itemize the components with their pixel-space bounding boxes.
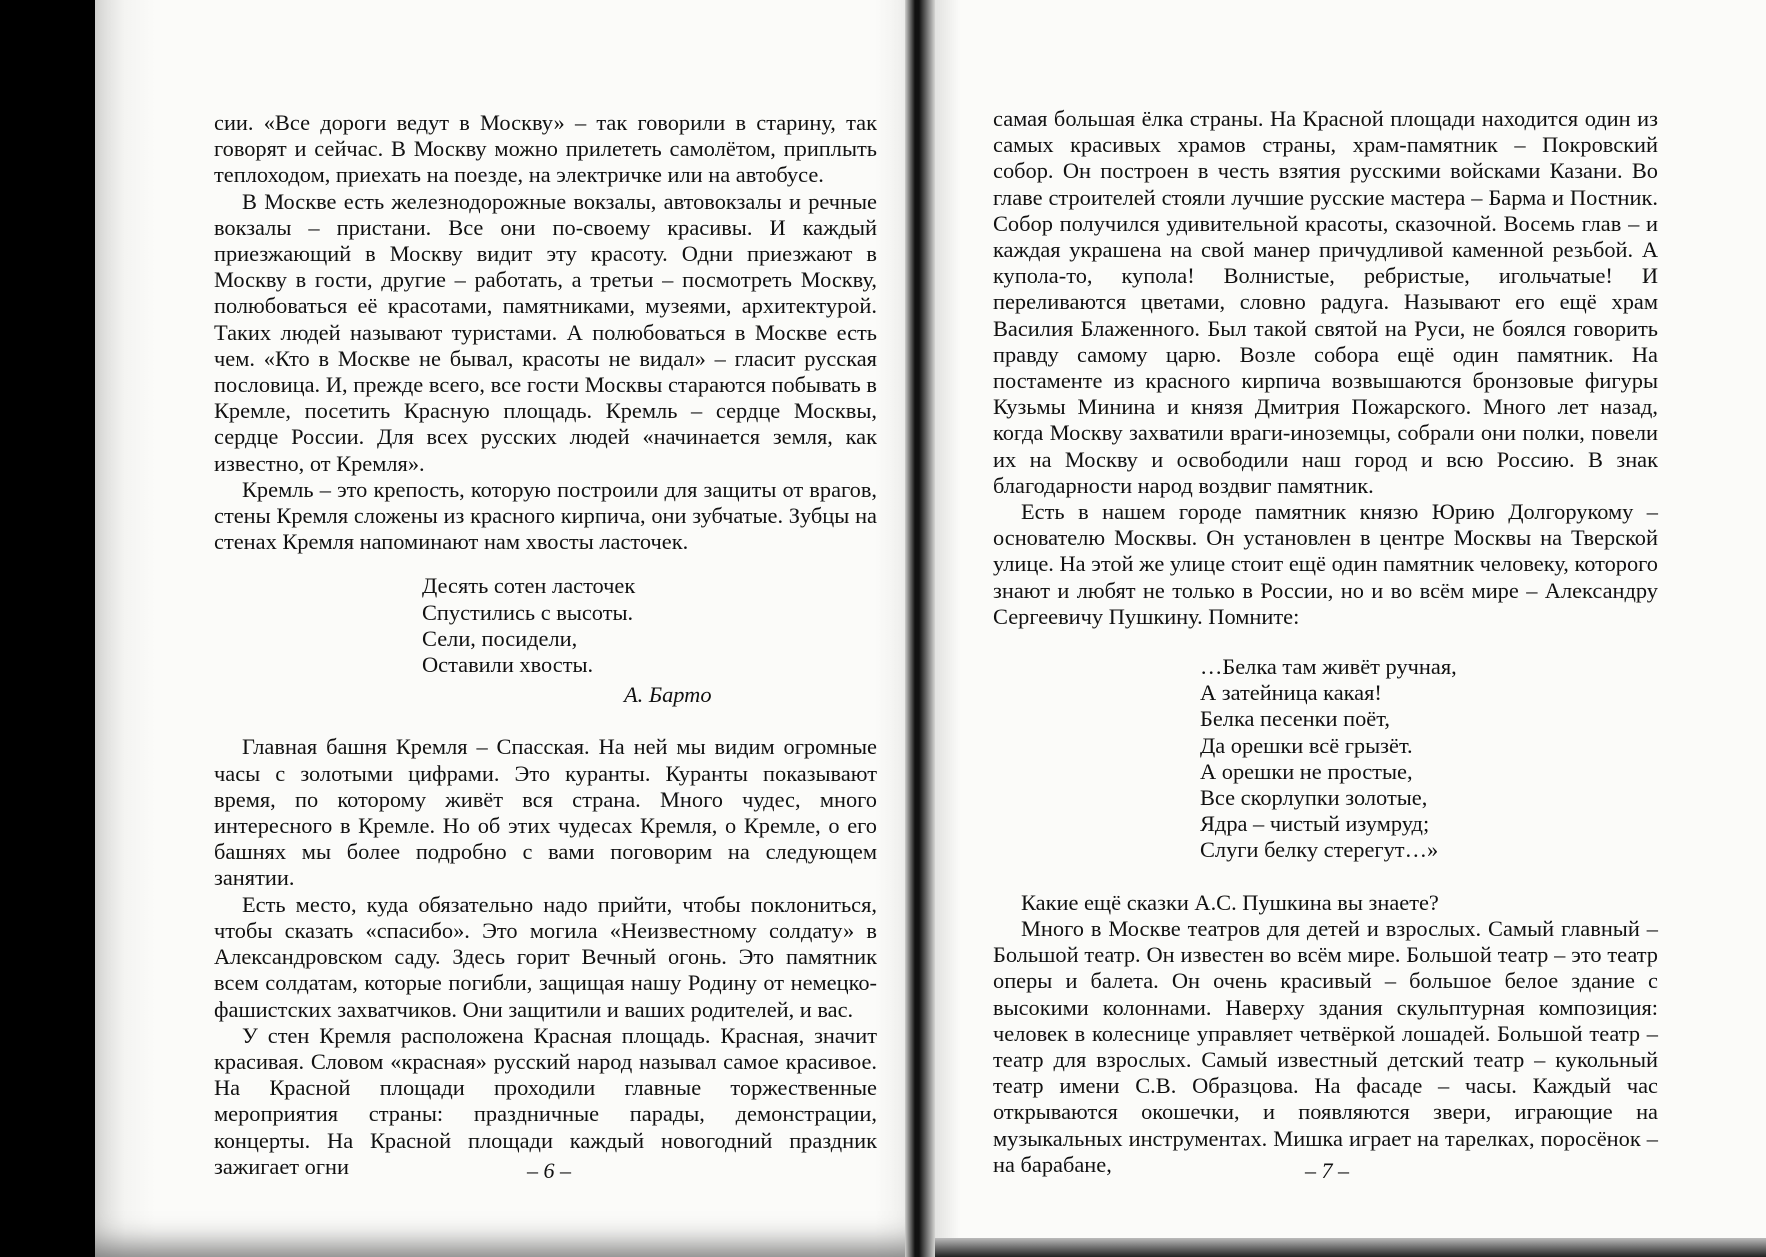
right-poem [1200, 654, 1658, 864]
poem-line: Слуги белку стерегут…» [1200, 837, 1439, 863]
left-paragraph-5: Есть место, куда обязательно надо прийти, чтобы поклониться, чтобы сказать «спасибо». Это могила «Неизвестному солдату» в Александровском саду. Здесь горит Вечный огонь. Это памятник всем солдатам, которые погибли, защищая нашу Родину от немецко-фашистских захватчиков. Они защитили и ваших родителей, и вас. [214, 891, 877, 1022]
page-number-left: – 6 – [527, 1158, 571, 1183]
right-paragraph-1: самая большая ёлка страны. На Красной площади находится один из самых красивых храмов страны, храм-памятник – Покровский собор. Он построен в честь взятия русскими войсками Казани. Во главе строителей стояли лучшие русские мастера – Барма и Постник. Собор получился удивительной красоты, сказочной. Восемь глав – и каждая украшена на свой манер причудливой каменной резьбой. А купола-то, купола! Волнистые, ребристые, игольчатые! И переливаются цветами, словно радуга. Называют его ещё храм Василия Блаженного. Был такой святой на Руси, не боялся говорить правду самому царю. Возле собора ещё один памятник. На постаменте из красного кирпича возвышаются бронзовые фигуры Кузьмы Минина и князя Дмитрия Пожарского. Много лет назад, когда Москву захватили враги-иноземцы, собрали они полки, повели их на Москву и освободили наш город и всю Россию. В знак благодарности народ воздвиг памятник. [993, 106, 1658, 498]
poem-line: А орешки не простые, [1200, 758, 1413, 784]
left-paragraph-6: У стен Кремля расположена Красная площадь. Красная, значит красивая. Словом «красная» русский народ называл самое красивое. На Красной площади проходили главные торжественные мероприятия страны: праздничные парады, демонстрации, концерты. На Красной площади каждый новогодний праздник зажигает огни [214, 1022, 877, 1179]
poem-line: Спустились с высоты. [422, 599, 634, 625]
right-paragraph-3: Какие ещё сказки А.С. Пушкина вы знаете? [1021, 889, 1439, 915]
right-page-text [993, 106, 1658, 1178]
poem-line: Ядра – чистый изумруд; [1200, 811, 1430, 837]
left-paragraph-3: Кремль – это крепость, которую построили для защиты от врагов, стены Кремля сложены из красного кирпича, они зубчатые. Зубцы на стенах Кремля напоминают нам хвосты ласточек. [214, 476, 877, 555]
poem-line: Все скорлупки золотые, [1200, 785, 1428, 811]
page-bottom-edge [935, 1238, 1766, 1257]
poem-line: Да орешки всё грызёт. [1200, 732, 1413, 758]
left-poem [422, 573, 877, 678]
right-paragraph-4: Много в Москве театров для детей и взрослых. Самый главный – Большой театр. Он известен во всём мире. Большой театр – это театр оперы и балета. Он очень красивый – большое белое здание с высокими колоннами. Наверху здания скульптурная композиция: человек в колеснице управляет четвёркой лошадей. Большой театр – театр для взрослых. Самый известный детский театр – кукольный театр имени С.В. Образцова. На фасаде – часы. Каждый час открываются окошечки, и появляются звери, играющие на музыкальных инструментах. Мишка играет на тарелках, поросёнок – на барабане, [993, 915, 1658, 1177]
left-paragraph-1: сии. «Все дороги ведут в Москву» – так говорили в старину, так говорят и сейчас. В Москву можно прилететь самолётом, приплыть теплоходом, приехать на поезде, на электричке или на автобусе. [214, 110, 877, 188]
page-number-right: – 7 – [1305, 1158, 1349, 1183]
poem-line: Оставили хвосты. [422, 652, 594, 678]
poem-line: …Белка там живёт ручная, [1200, 654, 1457, 680]
left-page-text [214, 110, 877, 1180]
right-paragraph-2: Есть в нашем городе памятник князю Юрию Долгорукому – основателю Москвы. Он установлен в центре Москвы на Тверской улице. На этой же улице стоит ещё один памятник человеку, которого знают и любят не только в России, но и во всём мире – Александру Сергеевичу Пушкину. Помните: [993, 499, 1658, 629]
left-paragraph-4: Главная башня Кремля – Спасская. На ней мы видим огромные часы с золотыми цифрами. Это куранты. Куранты показывают время, по которому живёт вся страна. Много чудес, много интересного в Кремле. Но об этих чудесах Кремля, о Кремле, о его башнях мы более подробно с вами поговорим на следующем занятии. [214, 734, 877, 891]
left-paragraph-2: В Москве есть железнодорожные вокзалы, автовокзалы и речные вокзалы – пристани. Все они по-своему красивы. И каждый приезжающий в Москву видит эту красоту. Одни приезжают в Москву в гости, другие – работать, а третьи – посмотреть Москву, полюбоваться её красотами, памятниками, музеями, архитектурой. Таких людей называют туристами. А полюбоваться в Москве есть чем. «Кто в Москве не бывал, красоты не видал» – гласит русская пословица. И, прежде всего, все гости Москвы стараются побывать в Кремле, посетить Красную площадь. Кремль – сердце Москвы, сердце России. Для всех русских людей «начинается земля, как известно, от Кремля». [214, 188, 877, 476]
poem-author: А. Барто [624, 682, 712, 708]
poem-line: Белка песенки поёт, [1200, 706, 1390, 732]
poem-line: Десять сотен ласточек [422, 573, 636, 599]
book-spine [905, 0, 935, 1257]
poem-line: Сели, посидели, [422, 625, 578, 651]
poem-line: А затейница какая! [1200, 680, 1382, 706]
